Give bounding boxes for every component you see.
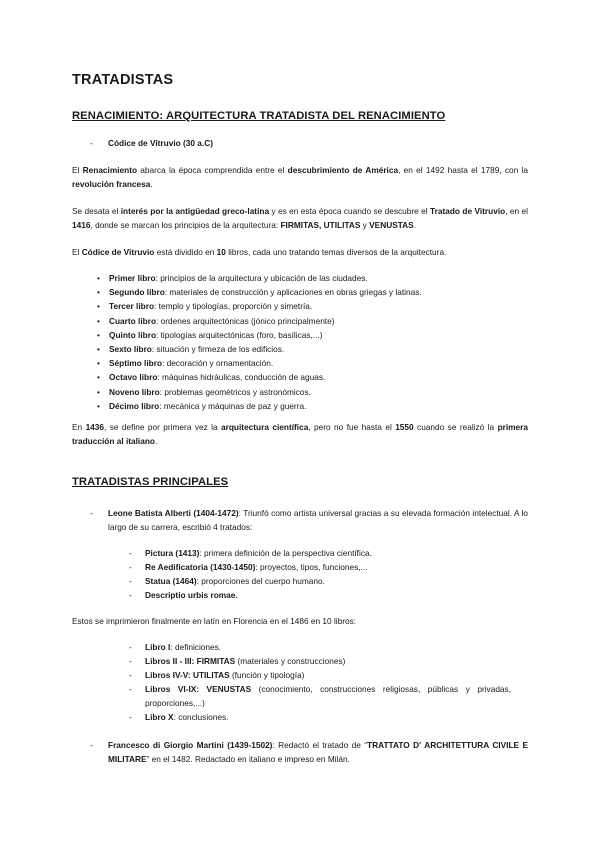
codice-title: Códice de Vitruvio (30 a.C): [108, 138, 213, 148]
list-item: • Segundo libro: materiales de construcción y aplicaciones en obras griegas y latinas.: [97, 285, 422, 299]
books-list: [97, 271, 422, 413]
list-item: • Décimo libro: mecánica y máquinas de paz y guerra.: [97, 399, 422, 413]
martini-name: Francesco di Giorgio Martini (1439-1502): [108, 740, 273, 750]
list-item: - Libros VI-IX: VENUSTAS (conocimiento, construcciones religiosas, públicas y privadas, proporciones,...): [129, 684, 512, 708]
dash-marker: -: [90, 508, 93, 518]
paragraph-renacimiento: El Renacimiento abarca la época comprendida entre el descubrimiento de América, en el 1492 hasta el 1789, con la revolución francesa.: [72, 165, 528, 189]
dash-marker: -: [90, 740, 93, 750]
alberti-works-list: [129, 546, 372, 602]
dash-marker: -: [90, 138, 93, 148]
list-item: - Re Aedificatoria (1430-1450): proyectos, tipos, funciones,...: [129, 562, 368, 572]
list-item: - Pictura (1413): primera definición de la perspectiva científica.: [129, 548, 372, 558]
libros-list: [129, 640, 511, 724]
list-item: • Sexto libro: situación y firmeza de los edificios.: [97, 342, 422, 356]
list-item: • Tercer libro: templo y tipologías, proporción y simetría.: [97, 299, 422, 313]
section-heading-renacimiento: RENACIMIENTO: ARQUITECTURA TRATADISTA DEL RENACIMIENTO: [72, 110, 446, 122]
section-heading-tratadistas-principales: TRATADISTAS PRINCIPALES: [72, 476, 229, 488]
paragraph-codice: El Códice de Vitruvio está dividido en 10 libros, cada uno tratando temas diversos de la arquitectura.: [72, 247, 447, 257]
list-item: • Quinto libro: tipologías arquitectónicas (foro, basílicas,...): [97, 328, 422, 342]
list-item: - Descriptio urbis romae.: [129, 590, 238, 600]
paragraph-arquitectura-cientifica: En 1436, se define por primera vez la arquitectura científica, pero no fue hasta el 1550 cuando se realizó la primera traducción al italiano.: [72, 422, 528, 446]
list-item: - Libros II - III: FIRMITAS (materiales y construcciones): [129, 656, 346, 666]
list-item: - Statua (1464): proporciones del cuerpo humano.: [129, 576, 325, 586]
list-item: • Primer libro: principios de la arquitectura y ubicación de las ciudades.: [97, 271, 422, 285]
page-title: TRATADISTAS: [72, 72, 174, 88]
paragraph-imprimieron: Estos se imprimieron finalmente en latín en Florencia en el 1486 en 10 libros:: [72, 616, 357, 626]
alberti-name: Leone Batista Alberti (1404-1472): [108, 508, 239, 518]
list-item: - Libros IV-V: UTILITAS (función y tipología): [129, 670, 305, 680]
list-item: • Octavo libro: máquinas hidráulicas, conducción de aguas.: [97, 370, 422, 384]
list-item: • Cuarto libro: ordenes arquitectónicas (jónico principalmente): [97, 314, 422, 328]
paragraph-interes: Se desata el interés por la antigüedad greco-latina y es en esta época cuando se descubre el Tratado de Vitruvio, en el 1416, donde se marcan los principios de la arquitectura: FIRMITAS, UTILITAS y VENUSTAS.: [72, 206, 528, 230]
list-item: • Séptimo libro: decoración y ornamentación.: [97, 356, 422, 370]
list-item: • Noveno libro: problemas geométricos y astronómicos.: [97, 385, 422, 399]
list-item: - Libro I: definiciones.: [129, 642, 222, 652]
list-item: - Libro X: conclusiones.: [129, 712, 229, 722]
